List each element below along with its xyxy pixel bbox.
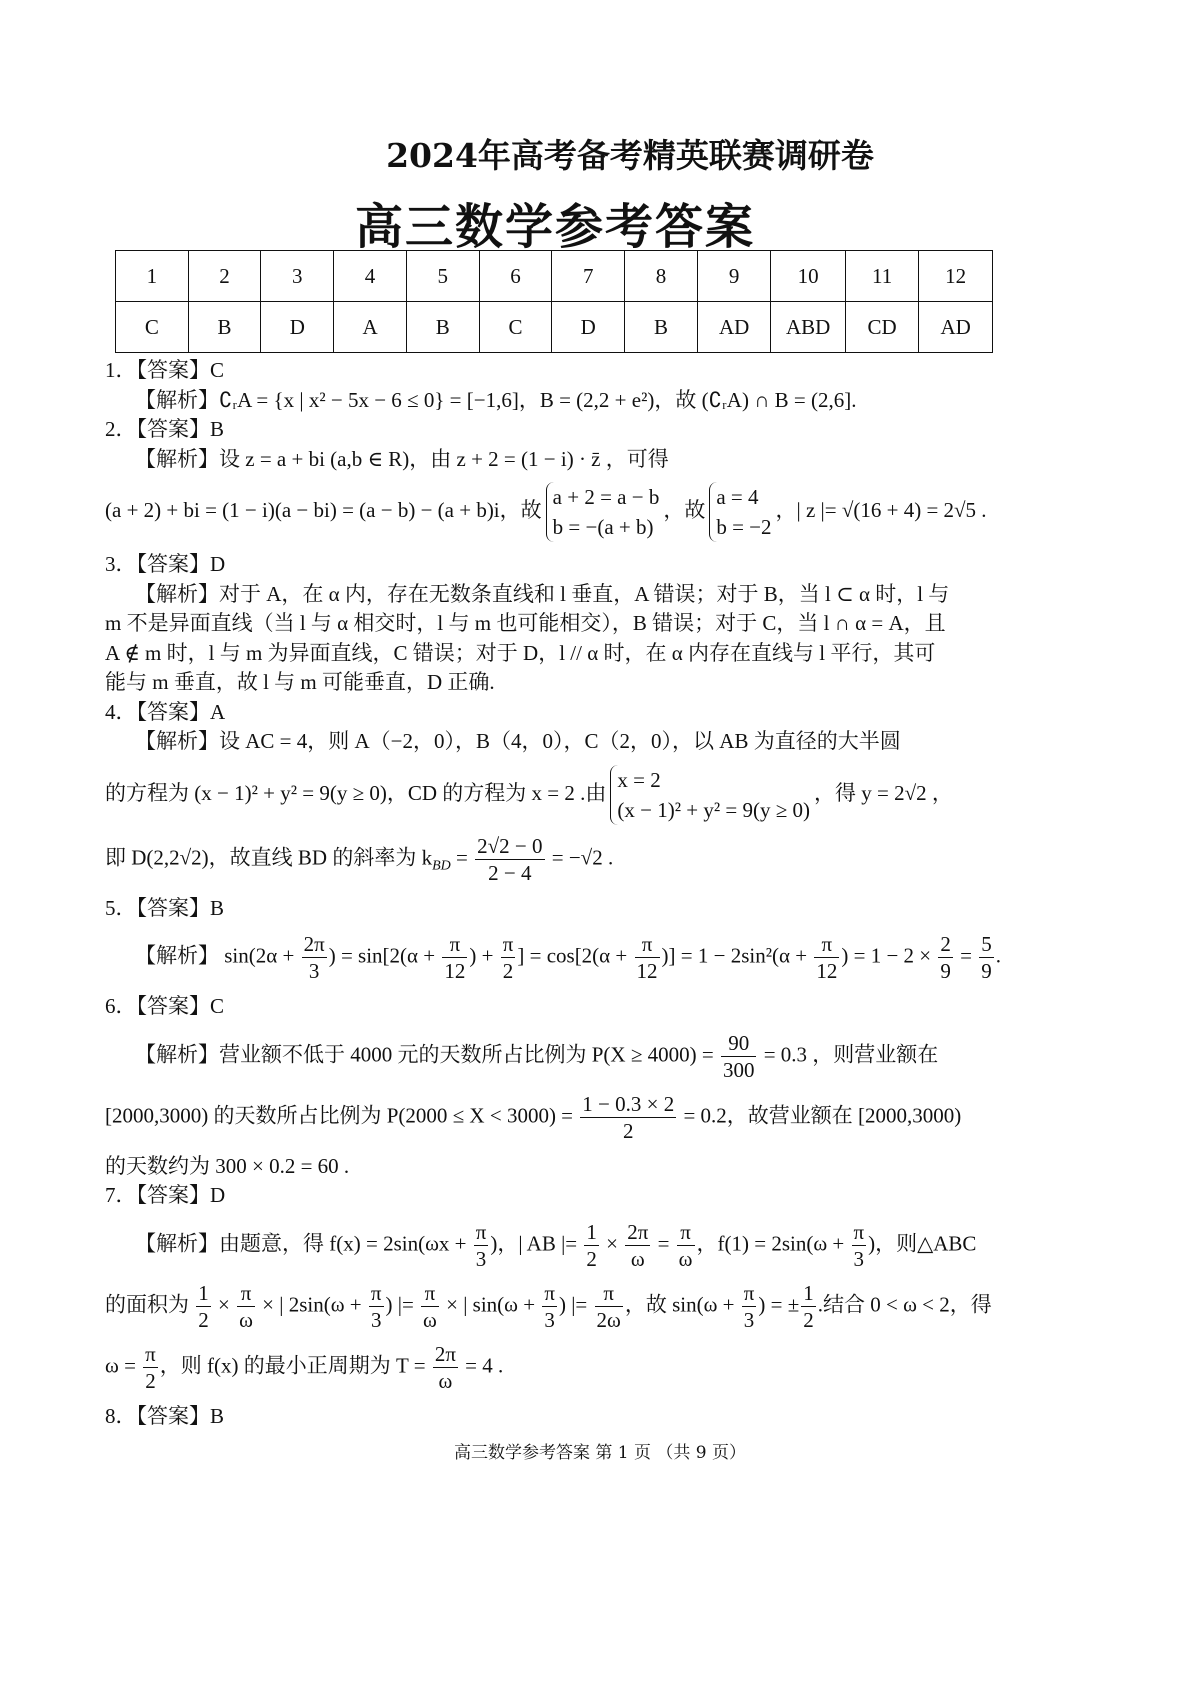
solution-line [105,833,1005,886]
text-segment: = −√2 . [546,844,614,869]
numerator: π [475,1219,487,1244]
text-segment: 【解析】由题意，得 f(x) = 2sin(ωx + [135,1230,472,1255]
denominator: 2 [145,1368,156,1393]
text-segment: ，故 sin(ω + [624,1291,740,1316]
fraction [433,1341,458,1394]
denominator: 3 [475,1246,487,1271]
text-segment: ) = sin[2(α + [328,943,441,968]
text-segment: 【解析】设 z = a + bi (a,b ∈ R)，由 z + 2 = (1 − i) · z̄ ，可得 [135,446,669,471]
question-number-cell: 9 [697,251,771,302]
fraction [801,1280,816,1333]
text-segment: )] = 1 − 2sin²(α + [661,943,813,968]
fraction [474,1219,489,1272]
text-segment: 的天数约为 300 × 0.2 = 60 . [105,1153,350,1178]
text-segment: ，则 f(x) 的最小正周期为 T = [159,1352,431,1377]
answer-line [105,356,1005,386]
fraction [938,931,953,984]
numerator: 5 [981,932,992,956]
numerator: 2π [627,1219,649,1244]
answer-cell: AD [919,302,993,353]
text-segment: (a + 2) + bi = (1 − i)(a − bi) = (a − b) − (a + b)i，故 [105,497,542,522]
denominator: 9 [981,959,992,983]
text-segment: ] = cos[2(α + [517,943,633,968]
numerator: 1 [198,1280,209,1305]
denominator: 3 [370,1307,382,1332]
text-segment: .结合 0 < ω < 2，得 [817,1291,992,1316]
text-segment: 8．【答案】B [105,1403,225,1428]
denominator: 3 [743,1307,755,1332]
equation: b = −(a + b) [552,515,654,539]
answer-cell: B [406,302,479,353]
text-segment: 能与 m 垂直，故 l 与 m 可能垂直，D 正确. [105,670,495,694]
text-segment: ，故 [663,497,706,522]
solution-line [105,609,1005,639]
text-segment: = 0.2，故营业额在 [2000,3000) [678,1102,962,1127]
solution-line [105,1219,1005,1272]
text-segment: ，| z |= √(16 + 4) = 2√5 . [775,497,987,522]
answer-line [105,1181,1005,1211]
denominator: 2 [623,1118,634,1143]
numerator: 2 [940,932,951,956]
solution-line [105,1152,1005,1182]
text-segment: 7．【答案】D [105,1183,226,1207]
fraction [595,1280,623,1333]
solution-line [105,765,1005,825]
answer-cell: B [188,302,261,353]
answer-line [105,550,1005,580]
text-segment: × [600,1230,624,1255]
numerator: 2π [434,1341,456,1366]
numerator: 1 [803,1280,814,1305]
numerator: π [853,1219,865,1244]
answer-cell: B [625,302,698,353]
fraction [625,1219,650,1272]
question-number-cell: 4 [334,251,407,302]
numerator: π [743,1280,755,1305]
numerator: π [595,1280,623,1307]
text-segment: 2．【答案】B [105,417,225,441]
text-segment: = 0.3 ，则营业额在 [758,1041,939,1066]
answer-row [116,302,993,353]
text-segment: × | 2sin(ω + [256,1291,367,1316]
text-segment: 【解析】对于 A，在 α 内，存在无数条直线和 l 垂直，A 错误；对于 B，当 l ⊂ α 时，l 与 [135,581,950,606]
fraction [852,1219,867,1272]
page-title: 高三数学参考答案 [354,199,755,255]
solution-line [105,727,1005,757]
question-number-cell: 10 [771,251,845,302]
text-segment: × | sin(ω + [440,1291,541,1316]
text-segment: ) = ± [758,1291,800,1316]
solution-line [105,445,1005,475]
fraction [677,1219,695,1272]
answer-cell: A [334,302,407,353]
denominator: 2 [803,1307,814,1332]
fraction [721,1030,757,1083]
denominator: ω [438,1368,453,1393]
numerator: π [502,932,514,956]
solution-line [105,1341,1005,1394]
text-segment: ) = 1 − 2 × [841,943,937,968]
answer-cell: D [552,302,625,353]
denominator: ω [678,1246,693,1271]
denominator: 2ω [596,1307,621,1332]
solution-line [105,931,1005,984]
solution-line [105,580,1005,610]
denominator: ω [423,1307,437,1332]
equation: a = 4 [716,485,759,509]
numerator: 90 [721,1030,757,1057]
fraction [442,931,467,984]
denominator: 12 [816,959,838,983]
text-segment: . [995,943,1001,968]
question-number-cell: 2 [188,251,261,302]
question-number-cell: 3 [261,251,334,302]
text-segment: 【解析】∁ᵣA = {x | x² − 5x − 6 ≤ 0} = [−1,6]，B = (2,2 + e²)，故 (∁ᵣA) ∩ B = (2,6]. [135,387,857,412]
fraction [542,1280,557,1333]
numerator: 1 [586,1219,597,1244]
answer-line [105,1402,1005,1432]
text-segment: ω = [105,1352,142,1377]
text-segment: = [954,943,978,968]
answer-cell: CD [845,302,919,353]
answer-cell: C [479,302,552,353]
text-segment: 6．【答案】C [105,994,225,1018]
solution-line [105,639,1005,669]
numerator: π [421,1280,439,1307]
fraction [421,1280,439,1333]
text-segment: [2000,3000) 的天数所占比例为 P(2000 ≤ X < 3000) = [105,1102,579,1127]
numerator: π [145,1341,156,1366]
question-number-cell: 1 [116,251,189,302]
text-segment: 4．【答案】A [105,699,226,724]
text-segment: ) |= [558,1291,593,1316]
text-segment: 3．【答案】D [105,552,226,576]
text-segment: )，则△ABC [868,1230,977,1255]
text-segment: ，f(1) = 2sin(ω + [696,1230,850,1255]
denominator: 2 [502,959,514,983]
fraction [369,1280,384,1333]
fraction [196,1280,211,1333]
denominator: 2 [586,1246,597,1271]
fraction [635,931,660,984]
solution-line [105,668,1005,698]
numerator: 2π [303,932,325,956]
exam-title: 2024年高考备考精英联赛调研卷 [386,136,874,175]
question-number-cell: 6 [479,251,552,302]
numerator: 2√2 − 0 [477,833,543,858]
fraction [237,1280,255,1333]
denominator: 3 [308,959,320,983]
text-segment: ) + [469,943,499,968]
denominator: 12 [444,959,466,983]
text-segment: 5．【答案】B [105,895,225,920]
numerator: π [814,931,839,958]
text-segment: 【解析】设 AC = 4，则 A（−2，0），B（4，0），C（2，0），以 AB 为直径的大半圆 [135,729,901,753]
denominator: ω [239,1307,253,1332]
fraction [580,1091,676,1144]
fraction [979,931,994,984]
question-number-row [116,251,993,302]
numerator: π [677,1219,695,1246]
question-number-cell: 8 [625,251,698,302]
fraction [584,1219,599,1272]
text-segment: 【解析】 sin(2α + [135,943,300,968]
text-segment: = [652,1230,675,1255]
fraction [475,833,544,886]
denominator: 12 [636,959,658,983]
page-footer: 高三数学参考答案 第 1 页 （共 9 页） [453,1443,747,1463]
text-segment: 的面积为 [105,1291,195,1316]
denominator: 300 [722,1057,755,1082]
question-number-cell: 5 [406,251,479,302]
denominator: 2 − 4 [488,860,532,885]
answer-cell: C [116,302,189,353]
denominator: 9 [940,959,951,983]
answer-table [115,250,993,353]
numerator: π [370,1280,382,1305]
text-segment: 1．【答案】C [105,358,225,382]
numerator: π [544,1280,555,1305]
solution-line [105,1280,1005,1333]
solution-line [105,386,1005,416]
fraction [501,931,516,984]
text-segment: = [450,844,474,869]
equation: a + 2 = a − b [552,485,660,509]
numerator: π [442,931,467,958]
text-segment: ，得 y = 2√2 ， [814,780,953,805]
text-segment: )，| AB |= [490,1230,583,1255]
denominator: 3 [853,1246,865,1271]
question-number-cell: 7 [552,251,625,302]
text-segment: = 4 . [459,1352,504,1377]
denominator: 2 [198,1307,209,1332]
denominator: ω [630,1246,645,1271]
numerator: π [635,931,660,958]
text-segment: 【解析】营业额不低于 4000 元的天数所占比例为 P(X ≥ 4000) = [135,1041,719,1066]
equation-system [709,482,771,542]
equation-system [610,765,810,825]
equation: (x − 1)² + y² = 9(y ≥ 0) [617,797,811,822]
answer-line [105,698,1005,728]
answer-cell: AD [697,302,771,353]
answer-cell: ABD [771,302,845,353]
answer-line [105,992,1005,1022]
numerator: π [237,1280,255,1307]
answer-line [105,415,1005,445]
text-segment: × [212,1291,236,1316]
fraction [302,931,327,984]
fraction [742,1280,757,1333]
subscript: BD [432,858,451,873]
answer-line [105,894,1005,924]
question-number-cell: 12 [919,251,993,302]
answer-cell: D [261,302,334,353]
denominator: 3 [544,1307,555,1332]
fraction [814,931,839,984]
text-segment: m 不是异面直线（当 l 与 α 相交时，l 与 m 也可能相交），B 错误；对于 C，当 l ∩ α = A，且 [105,611,946,635]
fraction [143,1341,158,1394]
numerator: 1 − 0.3 × 2 [582,1091,675,1116]
solution-line [105,482,1005,542]
equation-system [546,482,660,542]
text-segment: A ∉ m 时，l 与 m 为异面直线，C 错误；对于 D，l // α 时，在 α 内存在直线与 l 平行，其可 [105,640,936,665]
solution-line [105,1091,1005,1144]
text-segment: ) |= [385,1291,420,1316]
text-segment: 即 D(2,2√2)，故直线 BD 的斜率为 k [105,844,433,869]
solutions-body [105,356,1005,1431]
solution-line [105,1030,1005,1083]
text-segment: 的方程为 (x − 1)² + y² = 9(y ≥ 0)，CD 的方程为 x = 2 .由 [105,780,607,805]
question-number-cell: 11 [845,251,919,302]
equation: x = 2 [617,767,661,792]
equation: b = −2 [716,515,772,539]
